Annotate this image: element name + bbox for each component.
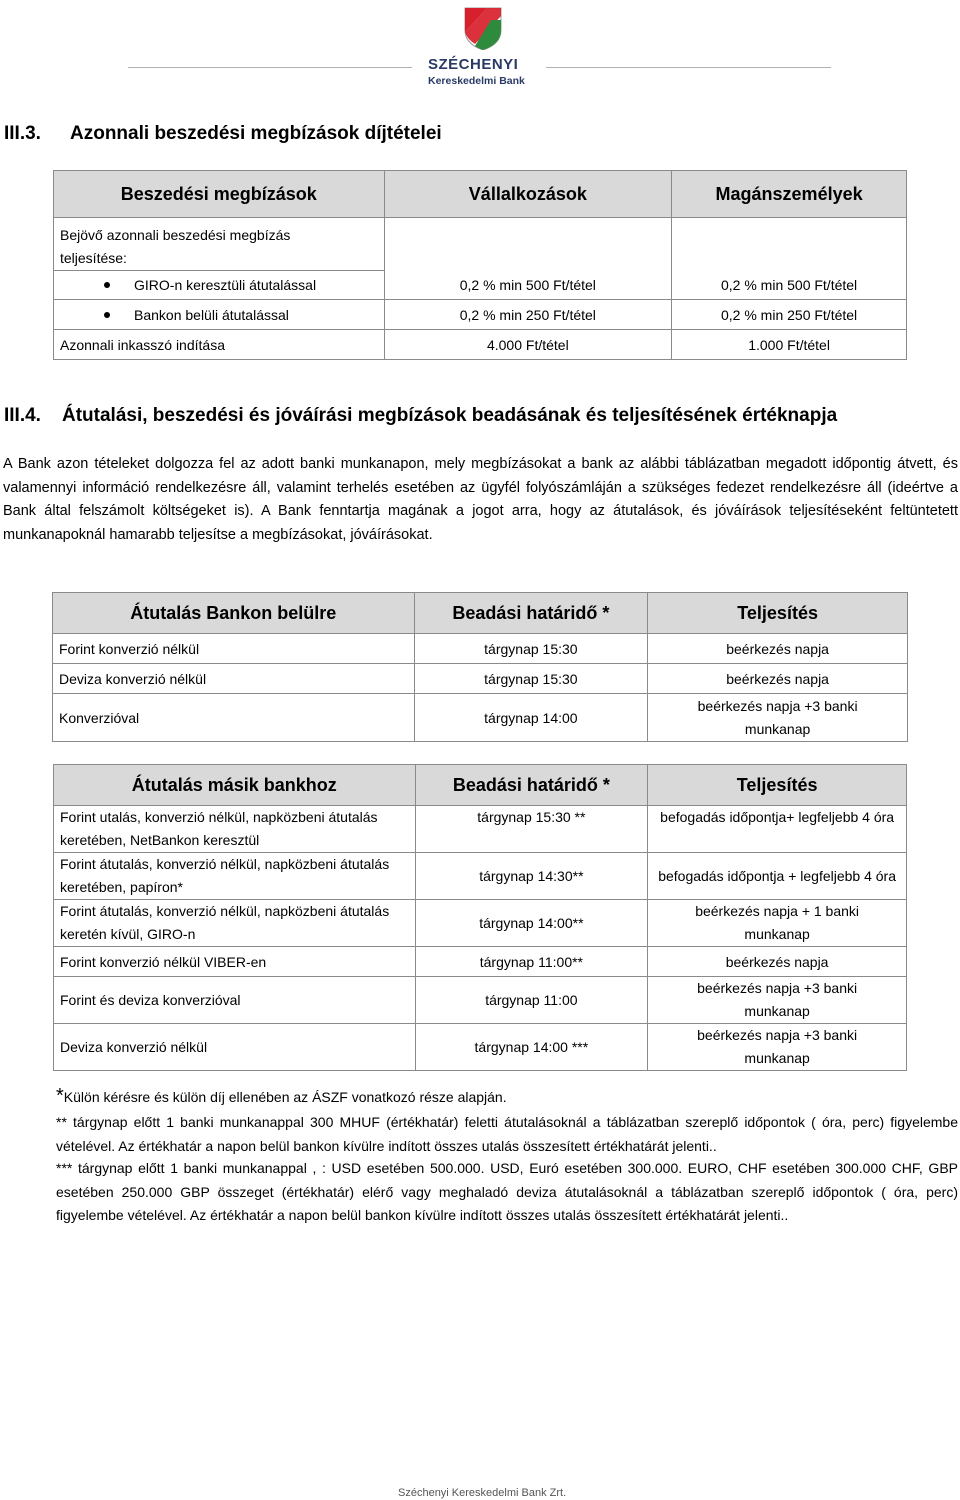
fee-row-label-text: GIRO-n keresztüli átutalással xyxy=(134,277,317,293)
fee-row-private: 1.000 Ft/tétel xyxy=(672,330,907,360)
internal-deadline: tárgynap 15:30 xyxy=(414,664,648,694)
internal-transfer-table xyxy=(52,592,908,742)
internal-type: Konverzióval xyxy=(53,694,415,742)
footnote-2: ** tárgynap előtt 1 banki munkanappal 300 MHUF (értékhatár) feletti átutalásoknál a táblázatban szereplő időpontok ( óra, perc) figyelembe vételével. Az értékhatár a napon belül bankon kívülre indított összes utalás összesített értékhatárát jelenti.. xyxy=(56,1114,958,1154)
internal-header-completion: Teljesítés xyxy=(648,593,908,634)
table-row xyxy=(54,1024,907,1071)
section-4-heading xyxy=(4,405,837,427)
section-4-title: Átutalási, beszedési és jóváírási megbízások beadásának és teljesítésének értéknapja xyxy=(62,405,838,426)
section-4-paragraph: A Bank azon tételeket dolgozza fel az adott banki munkanapon, mely megbízásokat a bank az alábbi táblázatban megadott időpontig átvett, és valamennyi információ rendelkezésre áll, valamint terhelés esetében az ügyfél folyószámláján a szükséges fedezet rendelkezésre áll (ideértve a Bank által felszámolt költségeket is). A Bank fenntartja magának a jogot arra, hogy az átutalások, és jóváírások teljesítéseként feltüntetett munkanapoknál hamarabb teljesítse a megbízásokat, jóváírásokat. xyxy=(3,456,958,543)
section-3-number: III.3. xyxy=(4,123,41,144)
internal-completion: beérkezés napja +3 banki munkanap xyxy=(648,694,908,742)
fee-row-private: 0,2 % min 500 Ft/tétel xyxy=(672,271,907,300)
external-completion: beérkezés napja + 1 banki munkanap xyxy=(648,900,907,947)
fee-table-cell xyxy=(672,218,907,271)
fee-table xyxy=(53,170,907,360)
section-3-title: Azonnali beszedési megbízások díjtételei xyxy=(70,123,442,144)
fee-row-label xyxy=(54,300,385,330)
external-deadline: tárgynap 14:00 *** xyxy=(415,1024,648,1071)
external-deadline: tárgynap 11:00** xyxy=(415,947,648,977)
external-deadline: tárgynap 14:30** xyxy=(415,853,648,900)
external-deadline: tárgynap 11:00 xyxy=(415,977,648,1024)
external-completion: beérkezés napja xyxy=(648,947,907,977)
external-type: Forint átutalás, konverzió nélkül, napközbeni átutalás keretén kívül, GIRO-n xyxy=(54,900,416,947)
logo-name: SZÉCHENYI xyxy=(428,56,519,73)
footnote-1-star: * xyxy=(56,1085,64,1107)
external-deadline: tárgynap 14:00** xyxy=(415,900,648,947)
table-row xyxy=(54,330,907,360)
table-row xyxy=(53,634,908,664)
external-type: Forint utalás, konverzió nélkül, napközbeni átutalás keretében, NetBankon keresztül xyxy=(54,806,416,853)
section-4-number: III.4. xyxy=(4,405,41,426)
internal-header-type: Átutalás Bankon belülre xyxy=(53,593,415,634)
external-completion: befogadás időpontja + legfeljebb 4 óra xyxy=(648,853,907,900)
external-type: Deviza konverzió nélkül xyxy=(54,1024,416,1071)
table-row xyxy=(54,300,907,330)
fee-row-label xyxy=(54,271,385,300)
fee-table-intro-text: Bejövő azonnali beszedési megbízás teljesítése: xyxy=(60,227,291,266)
internal-completion: beérkezés napja xyxy=(648,664,908,694)
fee-table-header-type: Beszedési megbízások xyxy=(54,171,385,218)
internal-completion: beérkezés napja xyxy=(648,634,908,664)
external-type: Forint átutalás, konverzió nélkül, napközbeni átutalás keretében, papíron* xyxy=(54,853,416,900)
table-row xyxy=(53,694,908,742)
external-completion: befogadás időpontja+ legfeljebb 4 óra xyxy=(648,806,907,853)
fee-row-label: Azonnali inkasszó indítása xyxy=(54,330,385,360)
table-row xyxy=(54,977,907,1024)
table-row xyxy=(53,664,908,694)
table-row xyxy=(54,806,907,853)
table-row xyxy=(54,900,907,947)
table-row xyxy=(54,853,907,900)
footnote-1-text: Külön kérésre és külön díj ellenében az ÁSZF vonatkozó része alapján. xyxy=(63,1089,507,1105)
internal-deadline: tárgynap 14:00 xyxy=(414,694,648,742)
external-completion: beérkezés napja +3 banki munkanap xyxy=(648,1024,907,1071)
fee-row-business: 0,2 % min 250 Ft/tétel xyxy=(384,300,672,330)
fee-table-intro xyxy=(54,218,385,271)
fee-row-private: 0,2 % min 250 Ft/tétel xyxy=(672,300,907,330)
external-type: Forint konverzió nélkül VIBER-en xyxy=(54,947,416,977)
fee-table-cell xyxy=(384,218,672,271)
footnote-1 xyxy=(56,1085,958,1110)
footnote-3: *** tárgynap előtt 1 banki munkanappal , : USD esetében 500.000. USD, Euró esetében 300.000. EURO, CHF esetében 300.000 CHF, GBP esetében 250.000 GBP összeget (értékhatár) elérő vagy meghaladó deviza átutalásoknál a táblázatban szereplő időpontok ( óra, perc) figyelembe vételével. Az értékhatár a napon belül bankon kívülre indított összes utalás összesített értékhatárát jelenti.. xyxy=(56,1160,958,1223)
bullet-icon xyxy=(104,282,110,288)
internal-deadline: tárgynap 15:30 xyxy=(414,634,648,664)
external-header-deadline: Beadási határidő * xyxy=(415,765,648,806)
bank-logo xyxy=(428,6,532,88)
logo-subtitle: Kereskedelmi Bank xyxy=(428,75,525,87)
external-transfer-table xyxy=(53,764,907,1071)
section-3-heading xyxy=(4,123,442,145)
external-completion: beérkezés napja +3 banki munkanap xyxy=(648,977,907,1024)
fee-table-header-business: Vállalkozások xyxy=(384,171,672,218)
external-type: Forint és deviza konverzióval xyxy=(54,977,416,1024)
internal-header-deadline: Beadási határidő * xyxy=(414,593,648,634)
external-deadline: tárgynap 15:30 ** xyxy=(415,806,648,853)
table-row xyxy=(54,271,907,300)
table-row xyxy=(54,947,907,977)
bullet-icon xyxy=(104,312,110,318)
external-header-completion: Teljesítés xyxy=(648,765,907,806)
fee-row-label-text: Bankon belüli átutalással xyxy=(134,306,289,323)
internal-type: Forint konverzió nélkül xyxy=(53,634,415,664)
internal-type: Deviza konverzió nélkül xyxy=(53,664,415,694)
footer-company: Széchenyi Kereskedelmi Bank Zrt. xyxy=(398,1487,567,1499)
fee-table-header-private: Magánszemélyek xyxy=(672,171,907,218)
external-header-type: Átutalás másik bankhoz xyxy=(54,765,416,806)
logo-emblem-icon xyxy=(461,6,505,50)
fee-row-business: 4.000 Ft/tétel xyxy=(384,330,672,360)
header-rule-left xyxy=(128,67,412,68)
fee-row-business: 0,2 % min 500 Ft/tétel xyxy=(384,271,672,300)
header-rule-right xyxy=(546,67,831,68)
